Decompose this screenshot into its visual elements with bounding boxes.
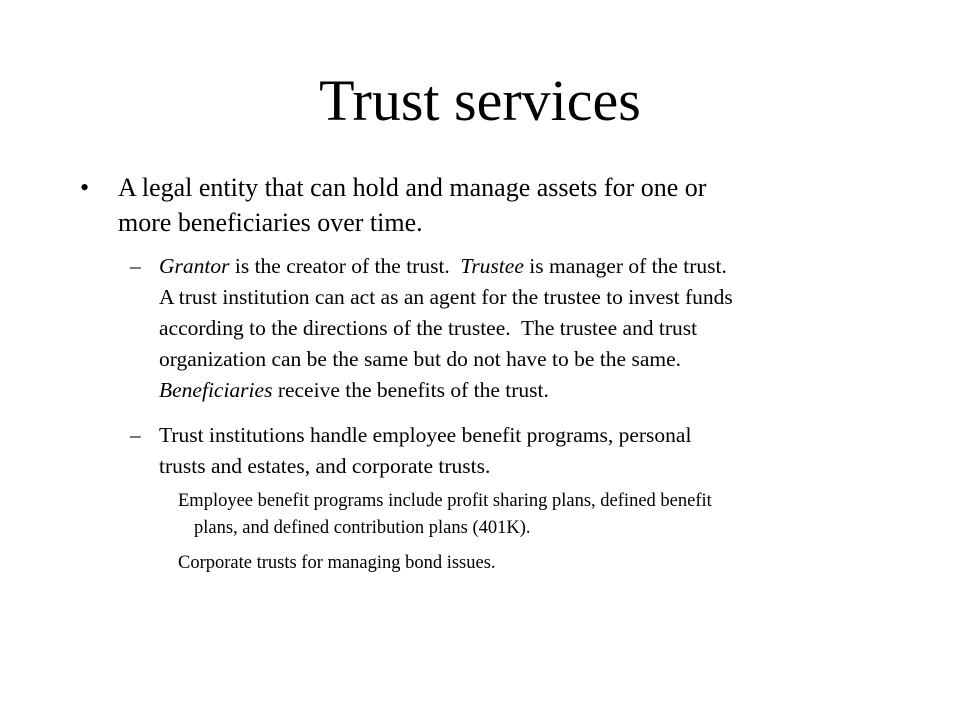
institutions-line2: trusts and estates, and corporate trusts. xyxy=(159,454,491,478)
term-beneficiaries: Beneficiaries xyxy=(159,378,273,402)
roles-line1-a: is the creator of the trust. xyxy=(229,254,461,278)
bullet-text-line2: more beneficiaries over time. xyxy=(118,208,423,237)
bullet-text xyxy=(118,170,898,240)
institutions-text xyxy=(159,420,899,482)
term-grantor: Grantor xyxy=(159,254,230,278)
bullet-mark: • xyxy=(80,173,90,202)
bullet-level3-employee-benefits xyxy=(178,488,898,542)
roles-line4: organization can be the same but do not have to be the same. xyxy=(159,347,682,371)
roles-line5: receive the benefits of the trust. xyxy=(272,378,549,402)
employee-benefits-line2: plans, and defined contribution plans (401K). xyxy=(194,518,531,538)
roles-line1-b: is manager of the trust. xyxy=(523,254,727,278)
term-trustee: Trustee xyxy=(460,254,524,278)
employee-benefits-line1: Employee benefit programs include profit sharing plans, defined benefit xyxy=(178,491,712,511)
roles-line3: according to the directions of the trustee. The trustee and trust xyxy=(159,316,698,340)
roles-line2: A trust institution can act as an agent for the trustee to invest funds xyxy=(159,285,733,309)
corporate-trusts-line1: Corporate trusts for managing bond issues. xyxy=(178,553,496,573)
bullet-level3-corporate-trusts xyxy=(178,550,898,577)
bullet-text-line1: A legal entity that can hold and manage assets for one or xyxy=(118,173,707,202)
slide-title: Trust services xyxy=(319,68,641,133)
institutions-line1: Trust institutions handle employee benefit programs, personal xyxy=(159,423,692,447)
dash-mark: – xyxy=(130,423,141,447)
dash-mark: – xyxy=(130,254,141,278)
roles-text xyxy=(159,251,899,406)
